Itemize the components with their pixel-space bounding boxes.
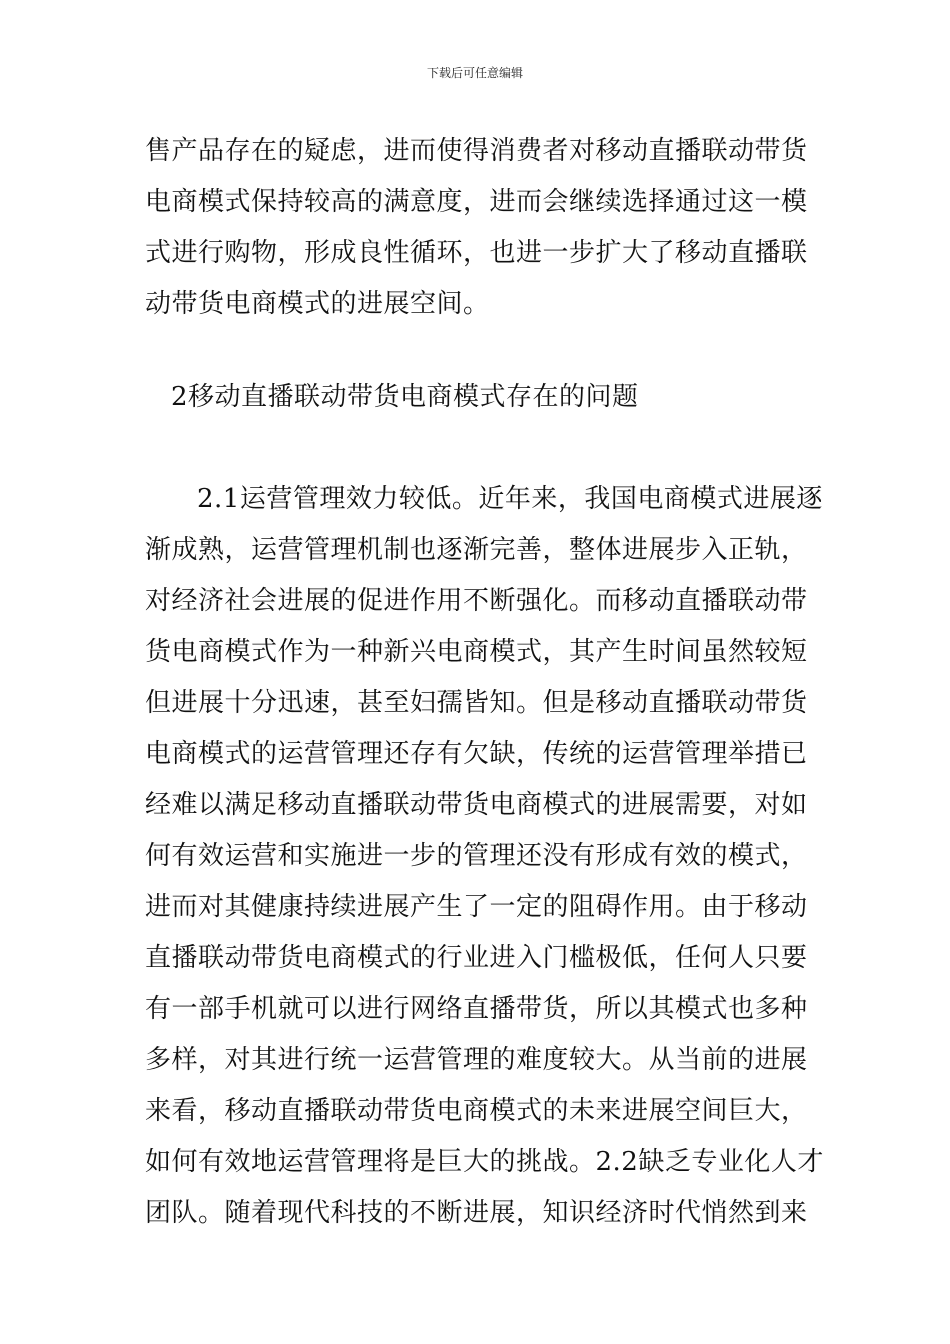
text-line: 团队。随着现代科技的不断进展，知识经济时代悄然到来: [145, 1198, 808, 1228]
text-line: 经难以满足移动直播联动带货电商模式的进展需要，对如: [145, 790, 808, 820]
page-header: 下载后可任意编辑: [426, 66, 523, 80]
text-line: 多样，对其进行统一运营管理的难度较大。从当前的进展: [145, 1045, 808, 1075]
text-line: 2.1运营管理效力较低。近年来，我国电商模式进展逐: [197, 484, 823, 514]
paragraph-intro: [145, 126, 810, 330]
text-line: 渐成熟，运营管理机制也逐渐完善，整体进展步入正轨，: [145, 535, 808, 565]
text-line: 何有效运营和实施进一步的管理还没有形成有效的模式，: [145, 841, 808, 871]
text-line: 进而对其健康持续进展产生了一定的阻碍作用。由于移动: [145, 892, 808, 922]
text-line: 货电商模式作为一种新兴电商模式，其产生时间虽然较短: [145, 637, 808, 667]
text-line: 如何有效地运营管理将是巨大的挑战。2.2缺乏专业化人才: [145, 1147, 824, 1177]
text-line: 电商模式保持较高的满意度，进而会继续选择通过这一模: [145, 187, 808, 217]
text-line: 式进行购物，形成良性循环，也进一步扩大了移动直播联: [145, 238, 808, 268]
text-line: 来看，移动直播联动带货电商模式的未来进展空间巨大，: [145, 1096, 808, 1126]
paragraph-problems: [145, 474, 824, 1239]
text-line: 对经济社会进展的促进作用不断强化。而移动直播联动带: [145, 586, 808, 616]
section-heading: [145, 372, 810, 423]
text-line: 有一部手机就可以进行网络直播带货，所以其模式也多种: [145, 994, 808, 1024]
text-line: 直播联动带货电商模式的行业进入门槛极低，任何人只要: [145, 943, 808, 973]
text-line: 动带货电商模式的进展空间。: [145, 289, 490, 319]
section-heading-text: 2移动直播联动带货电商模式存在的问题: [171, 382, 639, 412]
text-line: 但进展十分迅速，甚至妇孺皆知。但是移动直播联动带货: [145, 688, 808, 718]
text-line: 售产品存在的疑虑，进而使得消费者对移动直播联动带货: [145, 136, 808, 166]
text-line: 电商模式的运营管理还存有欠缺，传统的运营管理举措已: [145, 739, 808, 769]
